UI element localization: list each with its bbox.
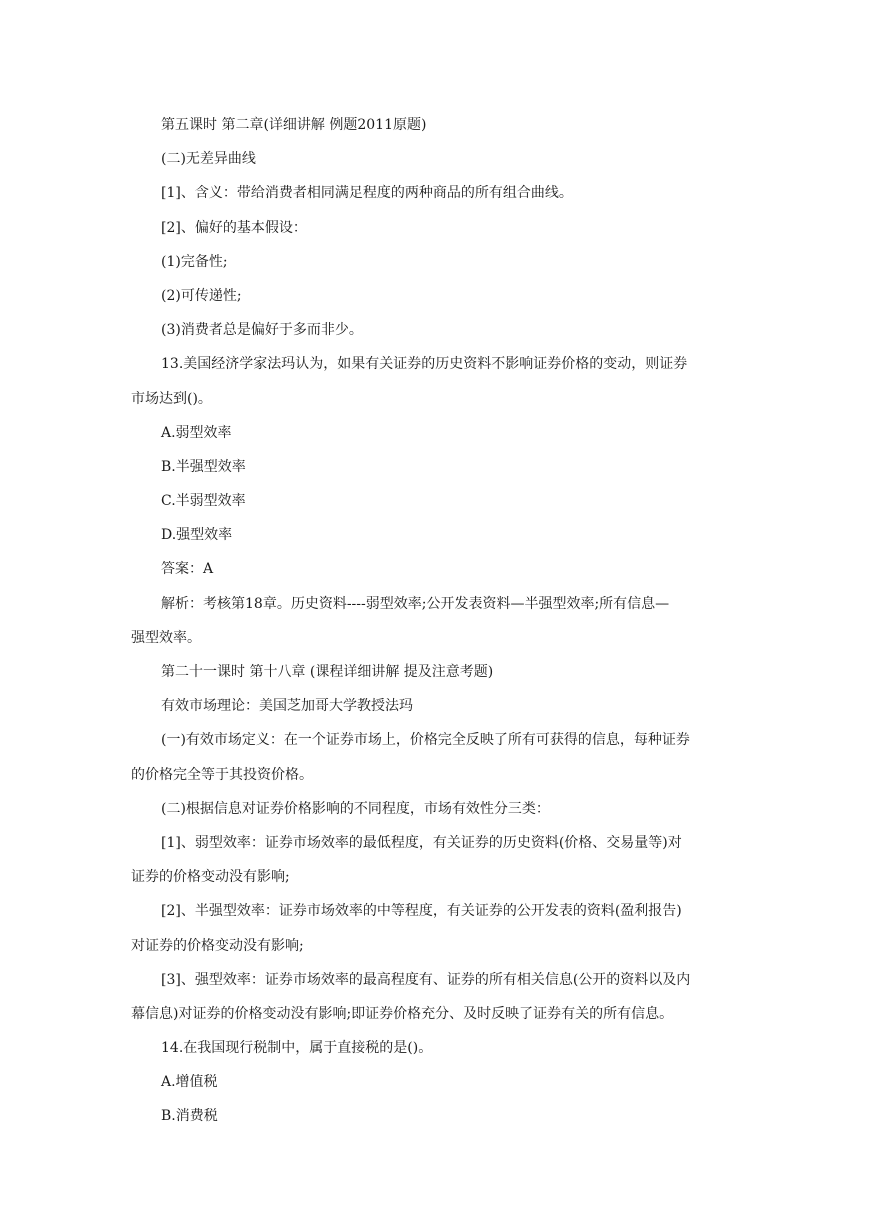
assumption-item: (2)可传递性; bbox=[161, 287, 242, 304]
definition-paragraph-cont: 的价格完全等于其投资价格。 bbox=[131, 766, 313, 783]
question-14-text: 14.在我国现行税制中，属于直接税的是()。 bbox=[161, 1040, 433, 1057]
question-13-option: C.半弱型效率 bbox=[161, 493, 246, 510]
question-13-text: 13.美国经济学家法玛认为，如果有关证券的历史资料不影响证券价格的变动，则证券 bbox=[161, 356, 688, 373]
strong-efficiency-paragraph-cont: 幕信息)对证券的价格变动没有影响;即证券价格充分、及时反映了证券有关的所有信息。 bbox=[131, 1005, 674, 1022]
assumption-item: (3)消费者总是偏好于多而非少。 bbox=[161, 322, 363, 339]
question-13-option: B.半强型效率 bbox=[161, 458, 246, 475]
document-body bbox=[131, 108, 739, 1134]
assumption-item: (1)完备性; bbox=[161, 253, 228, 270]
question-14-option: B.消费税 bbox=[161, 1108, 218, 1125]
question-13-option: D.强型效率 bbox=[161, 527, 233, 544]
question-13-answer: 答案：A bbox=[161, 561, 214, 578]
question-13-text-cont: 市场达到()。 bbox=[131, 390, 212, 407]
question-14-option: A.增值税 bbox=[161, 1074, 218, 1091]
semi-strong-efficiency-paragraph: [2]、半强型效率：证券市场效率的中等程度，有关证券的公开发表的资料(盈利报告) bbox=[161, 903, 682, 920]
question-13-option: A.弱型效率 bbox=[161, 424, 232, 441]
classification-paragraph: (二)根据信息对证券价格影响的不同程度，市场有效性分三类： bbox=[161, 800, 550, 817]
lesson-heading: 第二十一课时 第十八章 (课程详细讲解 提及注意考题) bbox=[161, 664, 494, 680]
question-13-analysis: 解析：考核第18章。历史资料----弱型效率;公开发表资料—半强型效率;所有信息— bbox=[161, 595, 670, 612]
strong-efficiency-paragraph: [3]、强型效率：证券市场效率的最高程度有、证券的所有相关信息(公开的资料以及内 bbox=[161, 971, 691, 988]
question-13-analysis-cont: 强型效率。 bbox=[131, 629, 201, 646]
theory-heading: 有效市场理论：美国芝加哥大学教授法玛 bbox=[161, 698, 413, 715]
definition-paragraph: [1]、含义：带给消费者相同满足程度的两种商品的所有组合曲线。 bbox=[161, 185, 573, 202]
section-heading: (二)无差异曲线 bbox=[161, 151, 256, 168]
semi-strong-efficiency-paragraph-cont: 对证券的价格变动没有影响; bbox=[131, 937, 304, 954]
lesson-heading: 第五课时 第二章(详细讲解 例题2011原题) bbox=[161, 117, 427, 133]
definition-paragraph: (一)有效市场定义：在一个证券市场上，价格完全反映了所有可获得的信息，每种证券 bbox=[161, 732, 690, 749]
weak-efficiency-paragraph-cont: 证券的价格变动没有影响; bbox=[131, 869, 290, 886]
assumption-heading: [2]、偏好的基本假设： bbox=[161, 219, 307, 236]
weak-efficiency-paragraph: [1]、弱型效率：证券市场效率的最低程度，有关证券的历史资料(价格、交易量等)对 bbox=[161, 834, 682, 851]
